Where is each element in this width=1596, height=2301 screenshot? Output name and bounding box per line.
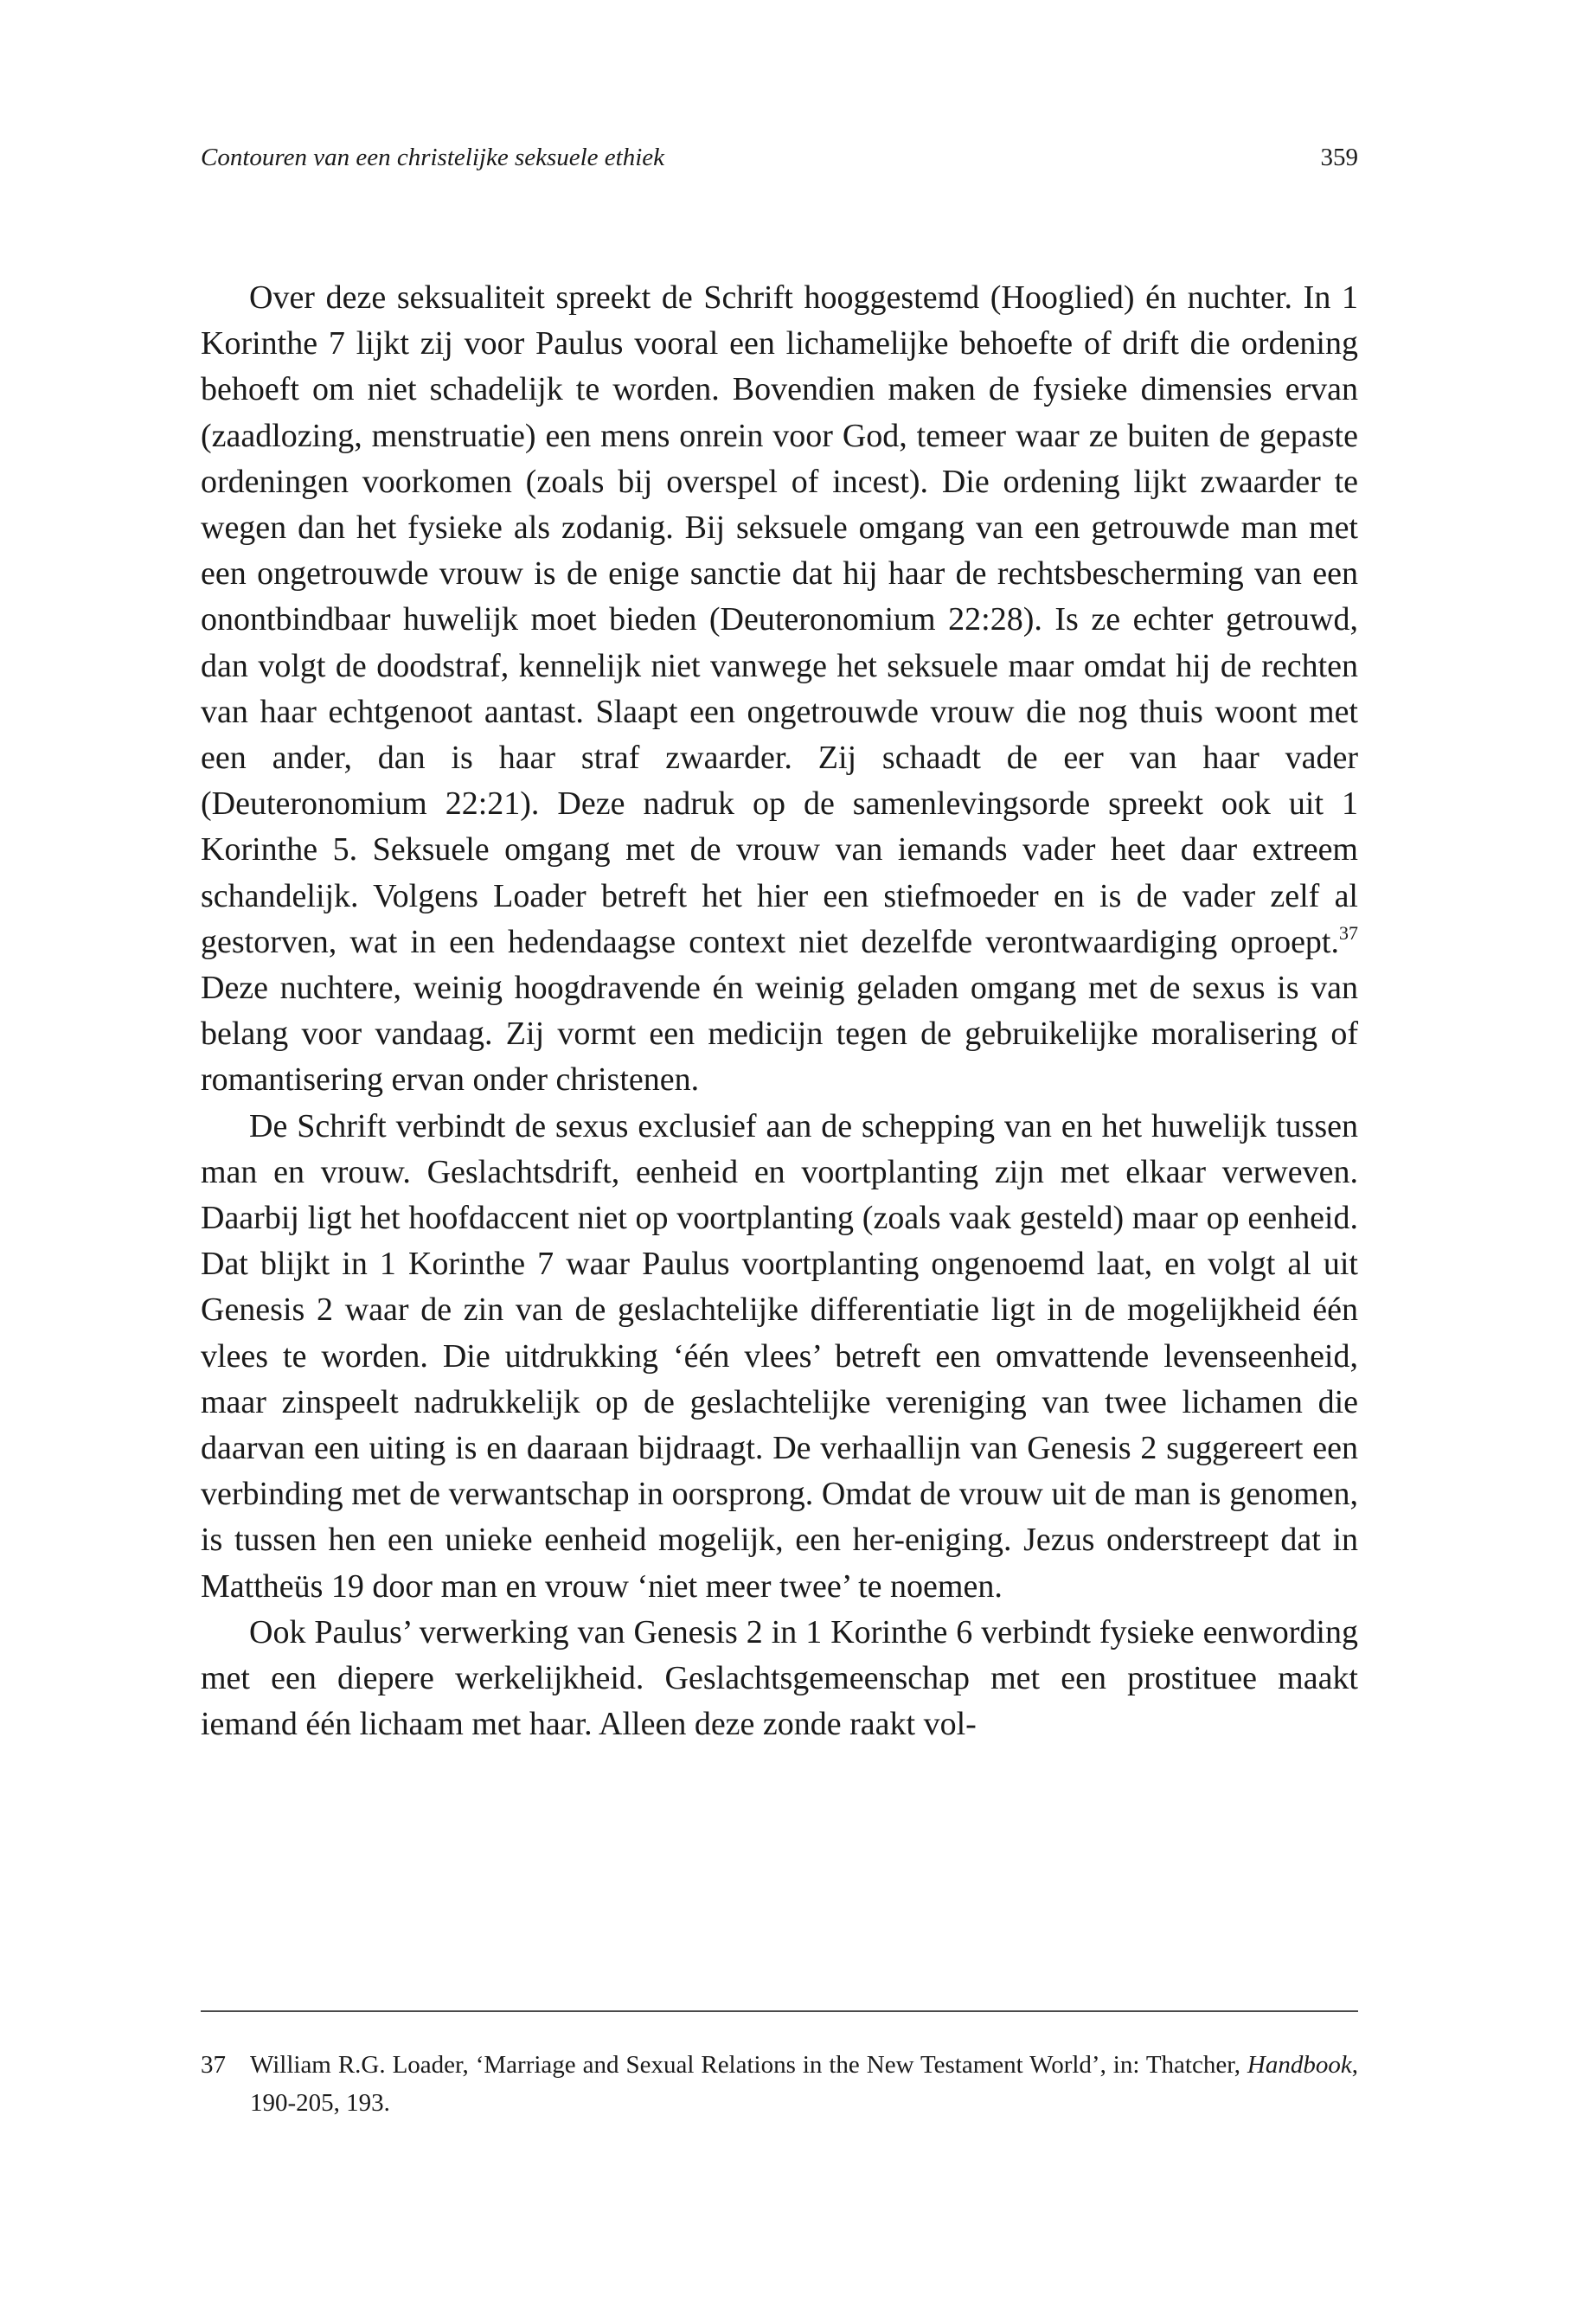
page-number: 359 [1320,144,1358,171]
footnote-book-title: Handbook [1247,2051,1352,2079]
paragraph-3: Ook Paulus’ verwerking van Genesis 2 in 1 Korinthe 6 verbindt fysieke eenwording met een diepere werkelijkheid. Geslachtsgemeenschap met een prostituee maakt iemand één lichaam met haar. Alleen deze zonde raakt vol- [201,1613,1358,1743]
footnote [201,2046,1358,2122]
footnote-text [250,2046,1358,2122]
running-title: Contouren van een christelijke seksuele ethiek [201,144,665,171]
footnote-number: 37 [201,2051,226,2079]
paragraph-1-text-b: Deze nuchtere, weinig hoogdravende én weinig geladen omgang met de sexus is van belang voor vandaag. Zij vormt een medicijn tegen de gebruikelijke moralisering of romantisering ervan onder christenen. [201,970,1358,1099]
footnote-text-b: , 190-205, 193. [250,2051,1358,2117]
paragraph-1-text-a: Over deze seksualiteit spreekt de Schrift hooggestemd (Hooglied) én nuchter. In 1 Korinthe 7 lijkt zij voor Paulus vooral een lichamelijke behoefte of drift die ordening behoeft om niet schadelijk te worden. Bovendien maken de fysieke dimensies ervan (zaadlozing, menstruatie) een mens onrein voor God, temeer waar ze buiten de gepaste ordeningen voorkomen (zoals bij overspel of incest). Die ordening lijkt zwaarder te wegen dan het fysieke als zodanig. Bij seksuele omgang van een getrouwde man met een ongetrouwde vrouw is de enige sanctie dat hij haar de rechtsbescherming van een onontbindbaar huwelijk moet bieden (Deuteronomium 22:28). Is ze echter getrouwd, dan volgt de doodstraf, kennelijk niet vanwege het seksuele maar omdat hij de rechten van haar echtgenoot aantast. Slaapt een ongetrouwde vrouw die nog thuis woont met een ander, dan is haar straf zwaarder. Zij schaadt de eer van haar vader (Deuteronomium 22:21). Deze nadruk op de samenlevingsorde spreekt ook uit 1 Korinthe 5. Seksuele omgang met de vrouw van iemands vader heet daar extreem schandelijk. Volgens Loader betreft het hier een stiefmoeder en is de vader zelf al gestorven, wat in een hedendaagse context niet dezelfde verontwaardiging oproept. [201,279,1358,960]
page-header [201,138,1358,176]
body-text [201,275,1358,1748]
paragraph-1 [201,275,1358,1104]
footnote-divider [201,2010,1358,2012]
paragraph-2: De Schrift verbindt de sexus exclusief aan de schepping van en het huwelijk tussen man en vrouw. Geslachtsdrift, eenheid en voortplanting zijn met elkaar verweven. Daarbij ligt het hoofdaccent niet op voortplanting (zoals vaak gesteld) maar op eenheid. Dat blijkt in 1 Korinthe 7 waar Paulus voortplanting ongenoemd laat, en volgt al uit Genesis 2 waar de zin van de geslachtelijke differentiatie ligt in de mogelijkheid één vlees te worden. Die uitdrukking ‘één vlees’ betreft een omvattende levenseenheid, maar zinspeelt nadrukkelijk op de geslachtelijke vereniging van twee lichamen die daarvan een uiting is en daaraan bijdraagt. De verhaallijn van Genesis 2 suggereert een verbinding met de verwantschap in oorsprong. Omdat de vrouw uit de man is genomen, is tussen hen een unieke eenheid mogelijk, een her-eniging. Jezus onderstreept dat in Mattheüs 19 door man en vrouw ‘niet meer twee’ te noemen. [201,1107,1358,1605]
footnote-reference[interactable]: 37 [1339,921,1358,944]
footnote-text-a: William R.G. Loader, ‘Marriage and Sexual Relations in the New Testament World’, in: Thatcher, [250,2051,1247,2079]
